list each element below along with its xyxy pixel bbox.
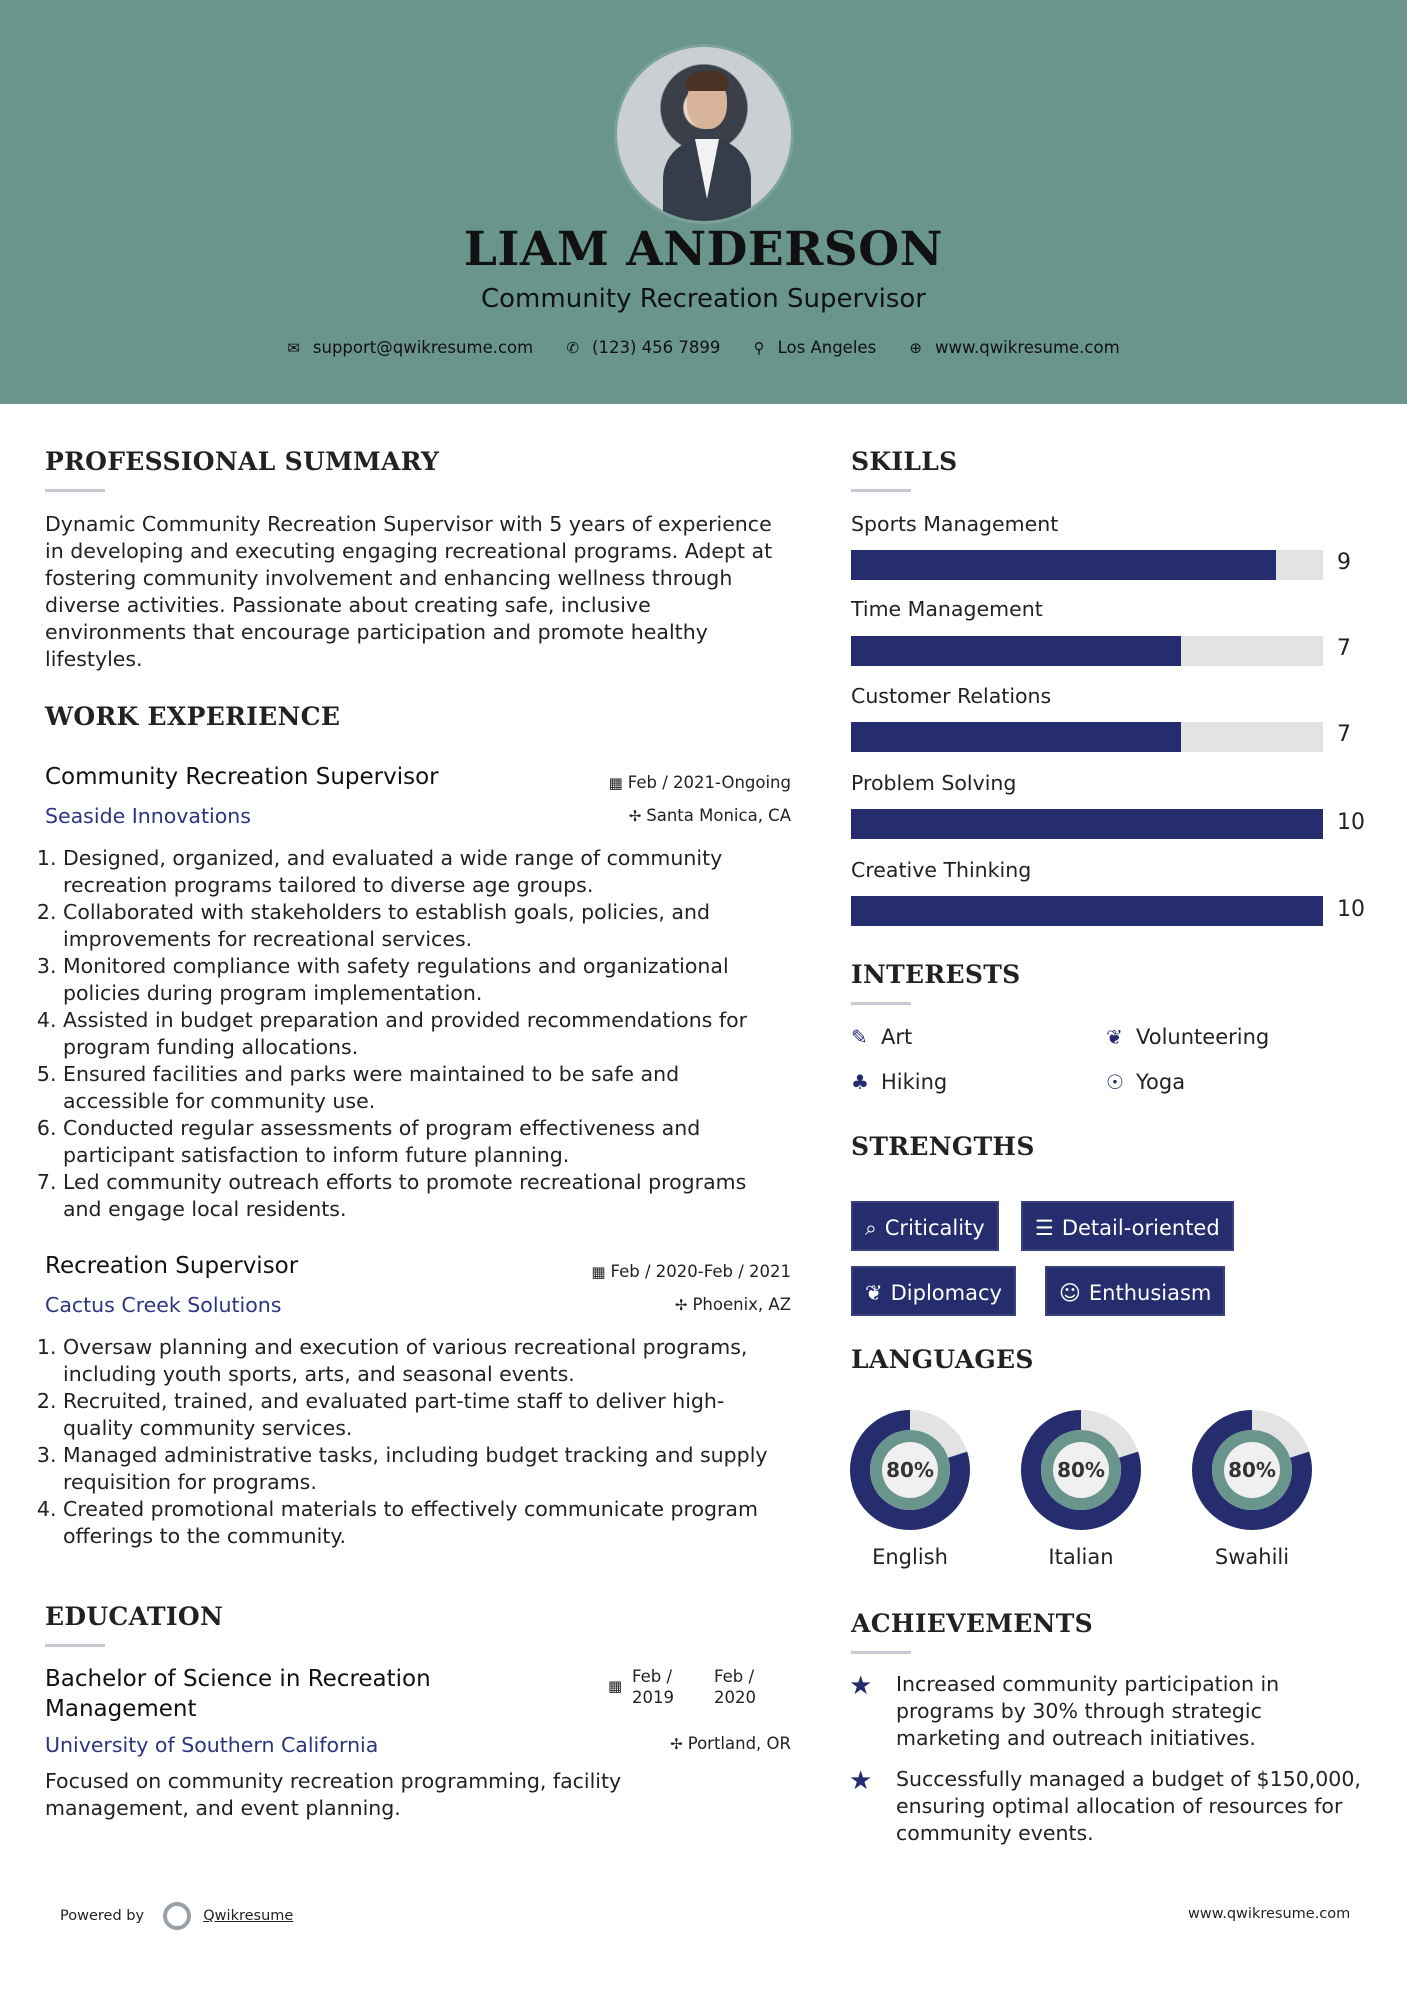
job-date: ▦ Feb / 2020-Feb / 2021 [591, 1262, 791, 1281]
job-location: ✢ Phoenix, AZ [674, 1295, 791, 1314]
language-percent: 80% [1057, 1458, 1105, 1482]
contact-row [0, 338, 1407, 357]
envelope-icon: ✉ [287, 339, 300, 357]
strength-tag: ⌕ Criticality [851, 1201, 999, 1251]
skill-value: 9 [1337, 550, 1351, 575]
skill-bar [851, 550, 1323, 580]
skills-heading: SKILLS [851, 447, 958, 476]
list-item: 3. Monitored compliance with safety regulations and organizational policies during program implementation. [63, 953, 805, 1007]
interest-item: ♣ Hiking [851, 1070, 948, 1094]
language-name: Italian [1048, 1545, 1114, 1569]
list-item: 1. Oversaw planning and execution of various recreational programs, including youth sports, arts, and seasonal events. [63, 1334, 805, 1388]
job-duties [45, 1334, 805, 1550]
education-divider [45, 1644, 105, 1647]
achievements-divider [851, 1651, 911, 1654]
education-end-date: Feb / 2020 [714, 1667, 756, 1707]
job-company: Seaside Innovations [45, 804, 251, 828]
skill-bar-fill [851, 809, 1323, 839]
education-heading: EDUCATION [45, 1602, 224, 1631]
strength-tag: ❦ Diplomacy [851, 1266, 1016, 1316]
pushpin-icon: ✢ [628, 807, 642, 825]
job-location: ✢ Santa Monica, CA [628, 806, 791, 825]
skill-name: Problem Solving [851, 771, 1017, 795]
skill-value: 10 [1337, 810, 1365, 835]
skill-name: Customer Relations [851, 684, 1052, 708]
skill-bar-fill [851, 636, 1181, 666]
list-item: 3. Managed administrative tasks, including budget tracking and supply requisition for programs. [63, 1442, 805, 1496]
interests-heading: INTERESTS [851, 960, 1021, 989]
job-duties [45, 845, 805, 1223]
contact-email[interactable]: support@qwikresume.com [312, 338, 534, 357]
lifebuoy-icon: ☉ [1106, 1070, 1124, 1094]
skills-divider [851, 489, 911, 492]
language-donut [1190, 1408, 1314, 1532]
skill-value: 7 [1337, 636, 1351, 661]
footer-brand-link[interactable]: Qwikresume [203, 1908, 294, 1924]
list-item: 2. Recruited, trained, and evaluated part-time staff to deliver high- quality community services. [63, 1388, 805, 1442]
pushpin-icon: ✢ [670, 1735, 683, 1753]
language-percent: 80% [886, 1458, 934, 1482]
list-item: 6. Conducted regular assessments of program effectiveness and participant satisfaction to inform future planning. [63, 1115, 805, 1169]
job-title: Community Recreation Supervisor [45, 764, 439, 790]
list-item: 4. Assisted in budget preparation and provided recommendations for program funding allocations. [63, 1007, 805, 1061]
experience-heading: WORK EXPERIENCE [45, 702, 341, 731]
globe-icon: ⊕ [909, 339, 922, 357]
interest-item: ❦ Volunteering [1106, 1025, 1270, 1049]
list-item: 1. Designed, organized, and evaluated a wide range of community recreation programs tailored to diverse age groups. [63, 845, 805, 899]
skill-bar-fill [851, 722, 1181, 752]
tree-icon: ♣ [851, 1070, 869, 1094]
skill-name: Time Management [851, 597, 1043, 621]
strength-tag: ☺ Enthusiasm [1045, 1266, 1225, 1316]
skill-name: Sports Management [851, 512, 1059, 536]
job-date: ▦ Feb / 2021-Ongoing [608, 773, 791, 792]
achievements-heading: ACHIEVEMENTS [851, 1609, 1093, 1638]
skill-name: Creative Thinking [851, 858, 1032, 882]
candidate-title: Community Recreation Supervisor [481, 284, 926, 314]
calendar-icon: ▦ [591, 1263, 606, 1281]
summary-divider [45, 489, 105, 492]
phone-icon: ✆ [566, 339, 580, 357]
skill-bar-fill [851, 896, 1323, 926]
language-donut [848, 1408, 972, 1532]
paintbrush-icon: ✎ [851, 1025, 868, 1049]
header-banner [0, 0, 1407, 404]
languages-heading: LANGUAGES [851, 1345, 1034, 1374]
smile-icon: ☺ [1059, 1281, 1081, 1305]
footer-website[interactable]: www.qwikresume.com [1188, 1906, 1351, 1922]
star-icon: ★ [849, 1766, 873, 1796]
profile-photo [614, 44, 794, 224]
contact-phone[interactable]: (123) 456 7899 [592, 338, 721, 357]
skill-value: 7 [1337, 722, 1351, 747]
skill-bar [851, 809, 1323, 839]
job-company: Cactus Creek Solutions [45, 1293, 282, 1317]
map-marker-icon: ⚲ [753, 339, 765, 357]
degree: Bachelor of Science in Recreation Management [45, 1666, 431, 1722]
summary-heading: PROFESSIONAL SUMMARY [45, 447, 440, 476]
strengths-heading: STRENGTHS [851, 1132, 1035, 1161]
education-location: ✢ Portland, OR [670, 1734, 791, 1753]
list-item: 5. Ensured facilities and parks were maintained to be safe and accessible for community use. [63, 1061, 805, 1115]
contact-website[interactable]: www.qwikresume.com [935, 338, 1120, 357]
language-donut [1019, 1408, 1143, 1532]
handshake-icon: ❦ [865, 1281, 883, 1305]
interest-item: ☉ Yoga [1106, 1070, 1186, 1094]
interest-item: ✎ Art [851, 1025, 913, 1049]
list-item: 7. Led community outreach efforts to promote recreational programs and engage local residents. [63, 1169, 805, 1223]
list-icon: ☰ [1035, 1216, 1054, 1240]
skill-bar [851, 896, 1323, 926]
search-icon: ⌕ [865, 1216, 877, 1240]
skill-bar [851, 636, 1323, 666]
interests-divider [851, 1002, 911, 1005]
star-icon: ★ [849, 1671, 873, 1701]
pushpin-icon: ✢ [674, 1296, 688, 1314]
job-title: Recreation Supervisor [45, 1253, 299, 1279]
list-item: 2. Collaborated with stakeholders to establish goals, policies, and improvements for recreational services. [63, 899, 805, 953]
skill-value: 10 [1337, 897, 1365, 922]
skill-bar-fill [851, 550, 1276, 580]
qwikresume-logo-icon [163, 1902, 191, 1930]
education-start-date: ▦ Feb / 2019 [608, 1667, 674, 1707]
footer-powered-by: Powered by Qwikresume [60, 1902, 293, 1930]
school-name: University of Southern California [45, 1733, 379, 1757]
skill-bar [851, 722, 1323, 752]
candidate-name: LIAM ANDERSON [463, 222, 944, 277]
calendar-icon: ▦ [608, 1677, 623, 1695]
achievement-item: Successfully managed a budget of $150,000, ensuring optimal allocation of resources for community events. [896, 1767, 1361, 1845]
list-item: 4. Created promotional materials to effectively communicate program offerings to the community. [63, 1496, 805, 1550]
calendar-icon: ▦ [608, 774, 623, 792]
contact-location: Los Angeles [777, 338, 877, 357]
language-percent: 80% [1228, 1458, 1276, 1482]
summary-text: Dynamic Community Recreation Supervisor with 5 years of experience in developing and executing engaging recreational programs. Adept at fostering community involvement and enhancing wellness through diverse activities. Passionate about creating safe, inclusive environments that encourage participation and promote healthy lifestyles. [45, 512, 773, 671]
achievement-item: Increased community participation in programs by 30% through strategic marketing and outreach initiatives. [896, 1672, 1280, 1750]
language-name: English [872, 1545, 948, 1569]
handshake-icon: ❦ [1106, 1025, 1123, 1049]
language-name: Swahili [1214, 1545, 1290, 1569]
education-description: Focused on community recreation programming, facility management, and event planning. [45, 1769, 622, 1820]
strength-tag: ☰ Detail-oriented [1021, 1201, 1234, 1251]
